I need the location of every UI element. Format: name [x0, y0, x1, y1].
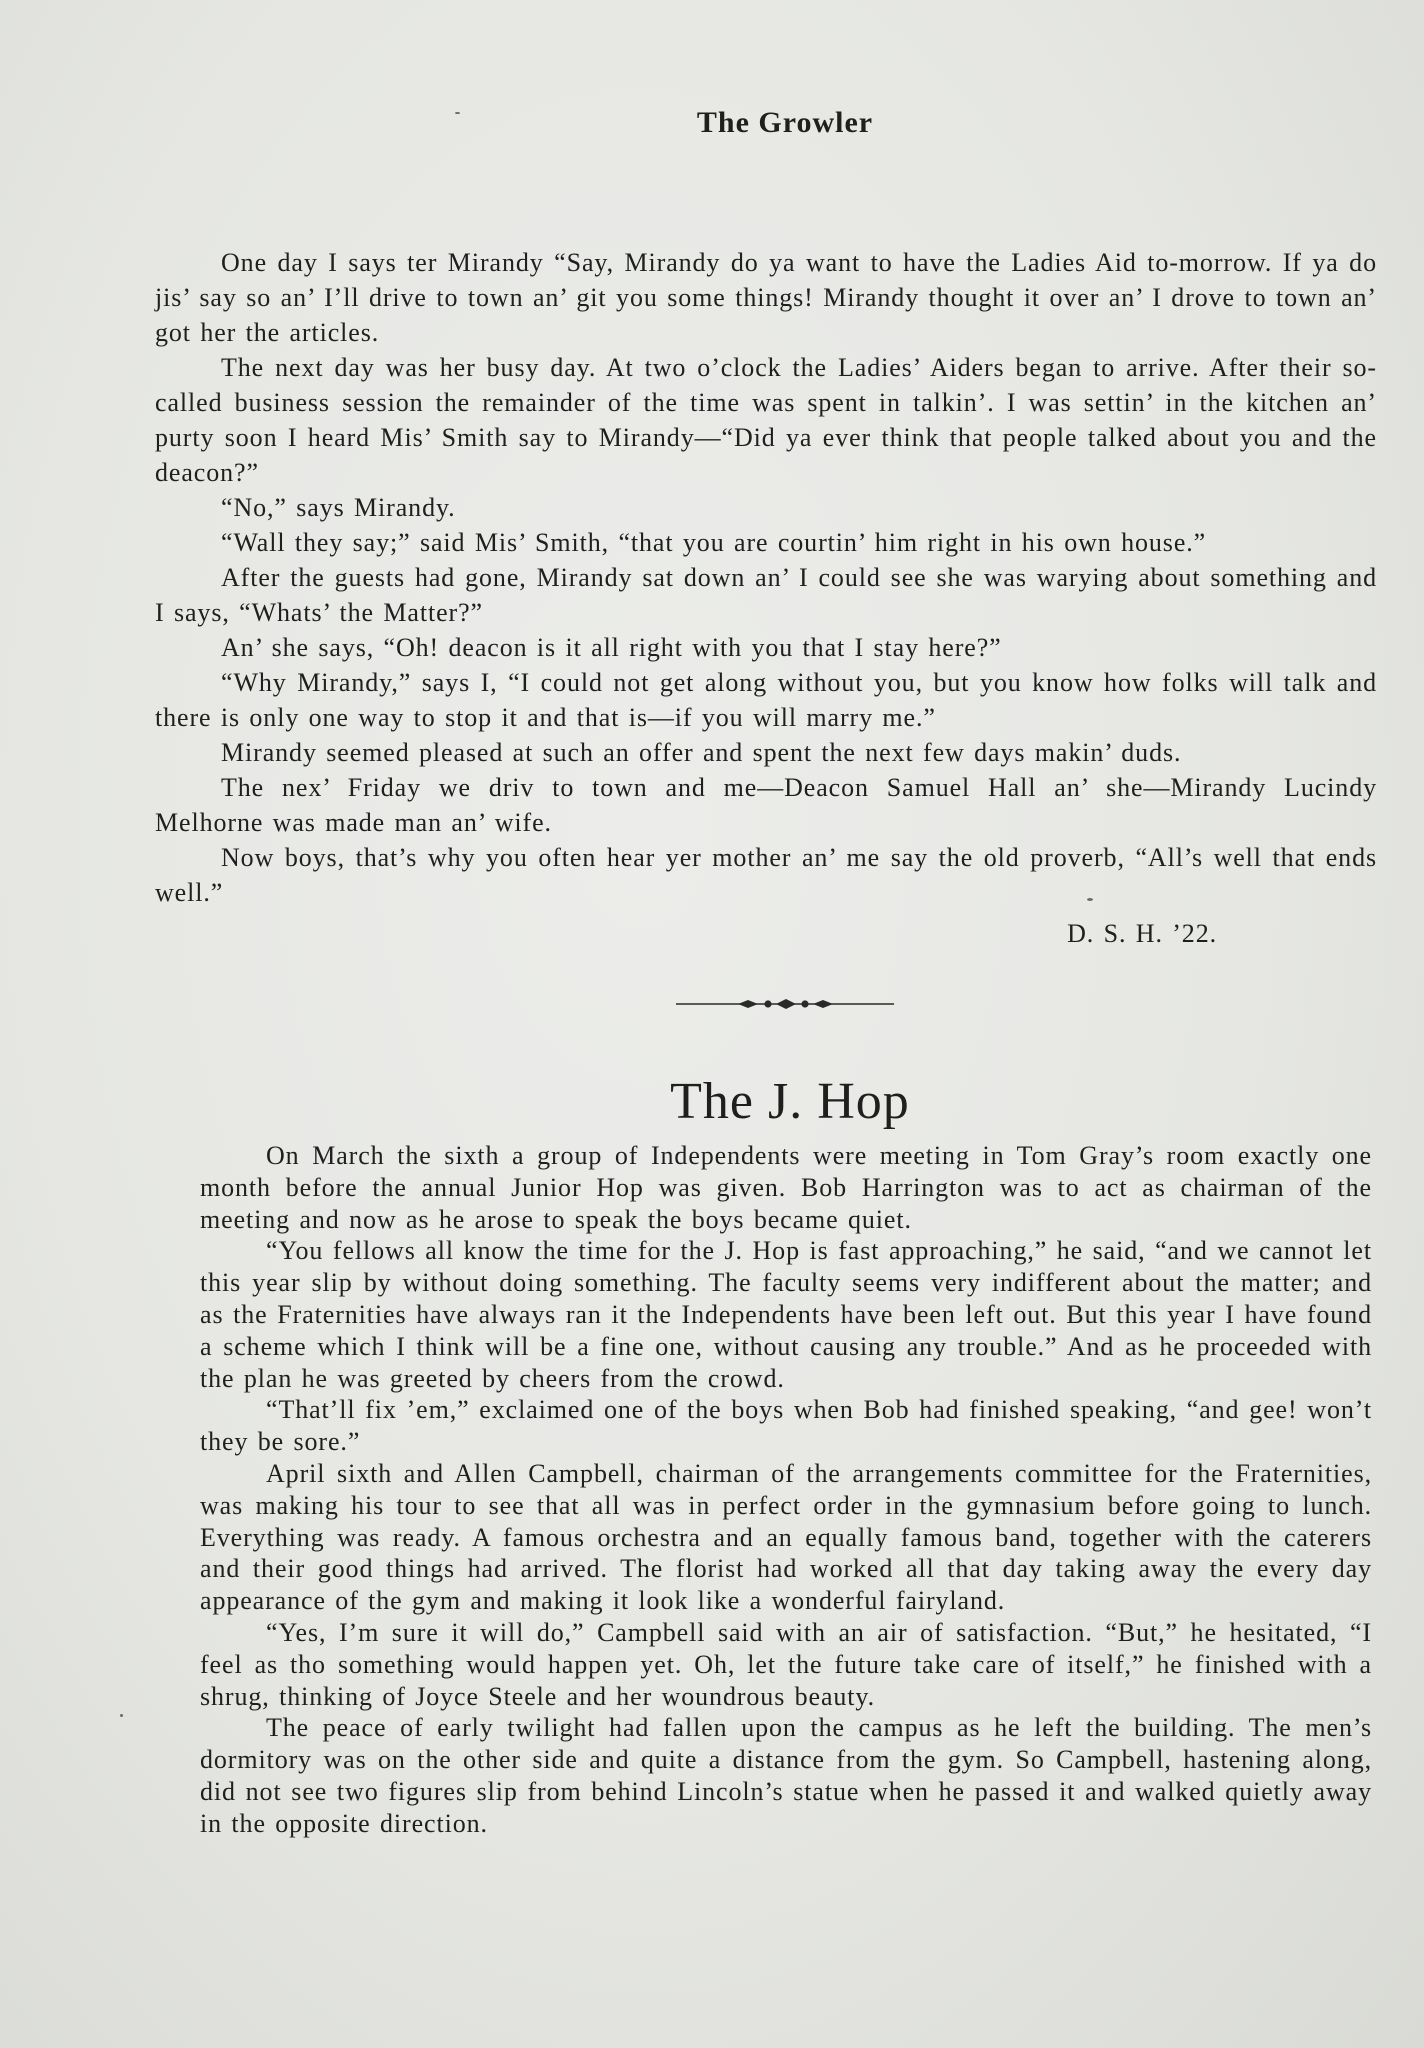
paragraph: The nex’ Friday we driv to town and me—Deacon Samuel Hall an’ she—Mirandy Lucindy Melhorne was made man an’ wife. [155, 773, 1377, 837]
paragraph: Now boys, that’s why you often hear yer mother an’ me say the old proverb, “All’s well that ends well.” [155, 843, 1377, 907]
paragraph: An’ she says, “Oh! deacon is it all right with you that I stay here?” [221, 633, 1002, 662]
paragraph: “You fellows all know the time for the J. Hop is fast approaching,” he said, “and we cannot let this year slip by without doing something. The faculty seems very indifferent about the matter; and as the Fraternities have always ran it the Independents have been left out. But this year I have found a scheme which I think will be a fine one, without causing any trouble.” And as he proceeded with the plan he was greeted by cheers from the crowd. [200, 1236, 1372, 1393]
story-j-hop [200, 1140, 1372, 1840]
paragraph: “That’ll fix ’em,” exclaimed one of the boys when Bob had finished speaking, “and gee! won’t they be sore.” [200, 1395, 1372, 1457]
paragraph: “Wall they say;” said Mis’ Smith, “that you are courtin’ him right in his own house.” [221, 528, 1207, 557]
paragraph: April sixth and Allen Campbell, chairman of the arrangements committee for the Fraternities, was making his tour to see that all was in perfect order in the gymnasium before going to lunch. Everything was ready. A famous orchestra and an equally famous band, together with the caterers and their good things had arrived. The florist had worked all that day taking away the every day appearance of the gym and making it look like a wonderful fairyland. [200, 1458, 1372, 1616]
paragraph: “No,” says Mirandy. [221, 493, 456, 522]
paragraph: “Why Mirandy,” says I, “I could not get along without you, but you know how folks will talk and there is only one way to stop it and that is—if you will marry me.” [155, 668, 1377, 732]
running-header: The Growler [696, 106, 874, 139]
paragraph: The next day was her busy day. At two o’clock the Ladies’ Aiders began to arrive. After their so-called business session the remainder of the time was spent in talkin’. I was settin’ in the kitchen an’ purty soon I heard Mis’ Smith say to Mirandy—“Did ya ever think that people talked about you and the deacon?” [155, 353, 1377, 487]
ink-speck [455, 112, 460, 114]
paragraph: The peace of early twilight had fallen upon the campus as he left the building. The men’s dormitory was on the other side and quite a distance from the gym. So Campbell, hastening along, did not see two figures slip from behind Lincoln’s statue when he passed it and walked quietly away in the opposite direction. [200, 1713, 1372, 1838]
paragraph: One day I says ter Mirandy “Say, Mirandy do ya want to have the Ladies Aid to-morrow. If ya do jis’ say so an’ I’ll drive to town an’ git you some things! Mirandy thought it over an’ I drove to town an’ got her the articles. [155, 248, 1377, 347]
author-signature: D. S. H. ’22. [1067, 919, 1217, 948]
paragraph: Mirandy seemed pleased at such an offer and spent the next few days makin’ duds. [221, 738, 1182, 767]
ink-speck [1087, 898, 1093, 901]
paragraph: “Yes, I’m sure it will do,” Campbell said with an air of satisfaction. “But,” he hesitated, “I feel as tho something would happen yet. Oh, let the future take care of itself,” he finished with a shrug, thinking of Joyce Steele and her woundrous beauty. [200, 1617, 1372, 1711]
paragraph: After the guests had gone, Mirandy sat down an’ I could see she was warying about something and I says, “Whats’ the Matter?” [155, 563, 1377, 627]
ink-speck [120, 1714, 123, 1717]
paragraph: On March the sixth a group of Independents were meeting in Tom Gray’s room exactly one month before the annual Junior Hop was given. Bob Harrington was to act as chairman of the meeting and now as he arose to speak the boys became quiet. [200, 1141, 1372, 1234]
ornamental-rule-icon [676, 994, 894, 1014]
story-growler [155, 245, 1377, 951]
story-title: The J. Hop [670, 1073, 910, 1130]
